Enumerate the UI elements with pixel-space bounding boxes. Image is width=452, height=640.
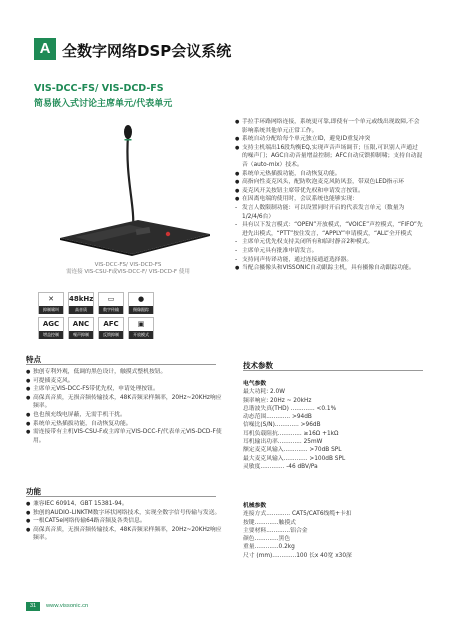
- spec-row: 最大麦克风输入............. >100dB SPL: [243, 455, 346, 462]
- spec-row: 信噪比(S/N)............. >96dB: [243, 422, 321, 429]
- features-title: 特点: [26, 355, 41, 364]
- product-subtitle: 简易嵌入式讨论主席单元/代表单元: [34, 99, 173, 109]
- list-item: ● 系统单元热插拔功能，自动恢复功能。: [235, 170, 423, 179]
- product-title: VIS-DCC-FS/ VIS-DCD-FS: [34, 83, 164, 94]
- mechanical-title: 机械参数: [243, 503, 267, 509]
- spec-row: 频率响应: 20Hz ~ 20kHz: [243, 397, 312, 404]
- divider: [26, 364, 216, 365]
- mode-icon: ▣ 开放模式: [128, 317, 154, 339]
- list-item: ● 可提插麦克风。: [26, 377, 222, 386]
- spec-row: 颜色.............黑色: [243, 536, 291, 543]
- list-item: ● 兼容IEC 60914、GBT 15381-94。: [26, 500, 222, 509]
- list-item: - 发言人数限制功能：可以设置同时开启的代表发言单元（数量为1/2/4/6台）: [235, 204, 423, 221]
- page-number: 31: [26, 602, 40, 611]
- spec-row: 动态范围............. >94dB: [243, 414, 312, 421]
- list-item: ● 当配合摄像头和VISSONIC自动跟踪主机，具有摄像自动跟踪功能。: [235, 264, 423, 273]
- spec-row: 总谐波失真(THD) ............. <0.1%: [243, 405, 337, 412]
- list-item: ● 系统单元热插拔功能，自动恢复功能。: [26, 420, 222, 429]
- camera-tracking-icon: ● 摄像跟踪: [128, 292, 154, 314]
- website-link: www.vissonic.cn: [46, 603, 89, 609]
- list-item: ● 主席单元VIS-DCC-FS带优先权，申请处理按钮。: [26, 385, 222, 394]
- list-item: - 具有以下发言模式：“OPEN”开放模式，“VOICE”声控模式，“FIFO”先进先出模式，“PTT”按住发言，“APPLY”申请模式，“ALL”全开模式: [235, 221, 423, 238]
- afc-icon: AFC 反馈抑制: [98, 317, 124, 339]
- divider: [26, 496, 216, 497]
- list-item: ● 系统自动分配给每个单元独立ID，避免ID重复冲突: [235, 135, 423, 144]
- list-item: ● 高保真音质，无损音频传输技术，48K音频采样频率，20Hz~20KHz响应频率。: [26, 394, 222, 411]
- spec-row: 耳机输出功率............. 25mW: [243, 439, 323, 446]
- list-item: ● 一根CAT5e网络传输64路音频及各类信息。: [26, 517, 222, 526]
- feature-icon-grid: [38, 292, 158, 339]
- list-item: ● 高保真音质，无损音频传输技术，48K音频采样频率，20Hz~20KHz响应频率。: [26, 526, 222, 543]
- product-bullet-list: [235, 118, 423, 273]
- list-item: ● 麦克风开关按钮主席带优先权和申请发言按钮。: [235, 187, 423, 196]
- specs-title: 技术参数: [243, 361, 273, 370]
- product-image: [40, 116, 220, 256]
- 48khz-icon: 48kHz 高音质: [68, 292, 94, 314]
- spec-row: 耳机负载阻抗............. ≥16Ω +1kΩ: [243, 430, 339, 437]
- mic-cross-icon: ✕ 抑制啸叫: [38, 292, 64, 314]
- spec-row: 额定麦克风输入............. >70dB SPL: [243, 447, 342, 454]
- product-caption-model: VIS-DCC-FS/ VIS-DCD-FS: [94, 262, 162, 268]
- list-item: ● 手拉手环路网络连接，系统更可靠,即使有一个单元或线出现故障,不会影响系统其他单元正常工作。: [235, 118, 423, 135]
- list-item: ● 需连接带有主机VIS-CSU-F或主席单元VIS-DCC-F/代表单元VIS-DCD-F使用。: [26, 428, 222, 445]
- spec-row: 灵敏度............. -46 dBV/Pa: [243, 463, 318, 470]
- list-item: - 支持同声传译功能，通过连接通道选择器。: [235, 256, 423, 265]
- spec-row: 重量.............0.2kg: [243, 544, 295, 551]
- electrical-title: 电气参数: [243, 381, 267, 387]
- list-item: ● 在因离电端的使用时，会议系统也能够实现：: [235, 195, 423, 204]
- list-item: ● 高指向性麦克风头，配防吹泡麦克风防风套，带双色LED指示环: [235, 178, 423, 187]
- page-title: 全数字网络DSP会议系统: [62, 42, 232, 60]
- anc-icon: ANC 噪声抑制: [68, 317, 94, 339]
- spec-row: 连接方式............. CAT5/CAT6线缆+卡扣: [243, 511, 352, 518]
- mechanical-params: [243, 502, 352, 560]
- list-item: ● 独创专利外观，低调的黑色设计，触摸式整机按钮。: [26, 368, 222, 377]
- spec-row: 尺寸 (mm).............100 长x 40宽 x30深: [243, 552, 352, 559]
- spec-row: 按键.............触摸式: [243, 519, 296, 526]
- product-caption-note: 需连接 VIS-CSU-F或VIS-DCC-F/ VIS-DCD-F 使用: [66, 269, 190, 275]
- spec-row: 最大功耗: 2.0W: [243, 389, 285, 396]
- list-item: ● 支持主机端出16段均衡EQ,实现声音声场调节；压限,可识别人声通过的噪声门；AGC自动音量增益控制；AFC自动反馈抑制啸；支持自动混音（auto-mix）技术。: [235, 144, 423, 170]
- list-item: ● 独创的AUDIO-LINKTM数字环状网络技术，实现全数字信号传输与发送。: [26, 509, 222, 518]
- list-item: ● 也也预充线电屏蔽，无需手机干扰。: [26, 411, 222, 420]
- functions-list: [26, 500, 222, 543]
- agc-icon: AGC 增益控制: [38, 317, 64, 339]
- digital-transmission-icon: ▭ 数字传输: [98, 292, 124, 314]
- divider: [243, 370, 423, 371]
- functions-title: 功能: [26, 487, 41, 496]
- section-badge: A: [34, 38, 56, 60]
- features-list: [26, 368, 222, 445]
- list-item: - 主席单元具有批准申请发言。: [235, 247, 423, 256]
- spec-row: 主要材料.............铝合金: [243, 527, 308, 534]
- list-item: - 主席单元优先权支持关闭所有和临时静音2种模式。: [235, 238, 423, 247]
- electrical-params: [243, 380, 345, 471]
